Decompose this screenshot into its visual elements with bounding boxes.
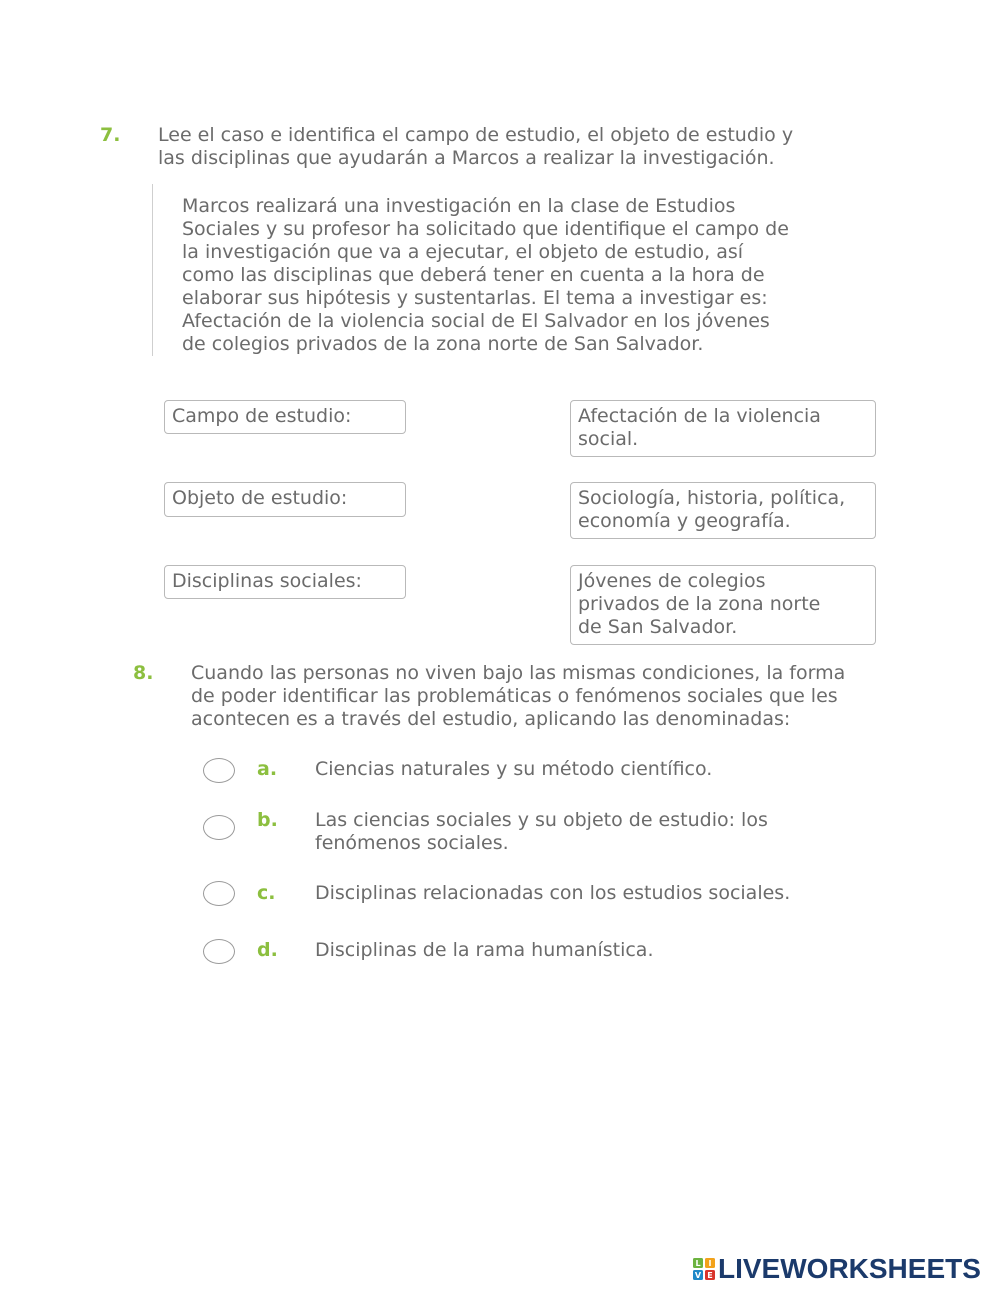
liveworksheets-logo-icon bbox=[693, 1258, 715, 1280]
logo-mark-letter: V bbox=[694, 1271, 702, 1280]
option-line: Disciplinas de la rama humanística. bbox=[315, 939, 654, 961]
prompt-line: las disciplinas que ayudarán a Marcos a realizar la investigación. bbox=[158, 147, 775, 169]
option-a-letter: a. bbox=[257, 758, 278, 780]
case-line: Sociales y su profesor ha solicitado que identifique el campo de bbox=[182, 218, 789, 240]
option-c-radio[interactable] bbox=[203, 881, 235, 906]
case-line: como las disciplinas que deberá tener en cuenta a la hora de bbox=[182, 264, 765, 286]
option-d-text[interactable] bbox=[315, 939, 653, 962]
option-b-text[interactable] bbox=[315, 809, 768, 855]
option-b-radio[interactable] bbox=[203, 815, 235, 840]
match-right-line: economía y geografía. bbox=[578, 510, 791, 532]
question-8-number: 8. bbox=[133, 662, 154, 684]
case-line: la investigación que va a ejecutar, el objeto de estudio, así bbox=[182, 241, 744, 263]
match-left-disciplinas[interactable] bbox=[164, 565, 406, 599]
prompt-line: Lee el caso e identifica el campo de estudio, el objeto de estudio y bbox=[158, 124, 794, 146]
match-left-campo[interactable] bbox=[164, 400, 406, 434]
logo-mark-letter: L bbox=[695, 1259, 701, 1268]
option-a-text[interactable] bbox=[315, 758, 712, 781]
case-quote-bar bbox=[152, 184, 153, 356]
option-d-letter: d. bbox=[257, 939, 278, 961]
match-right-line: Jóvenes de colegios bbox=[578, 570, 766, 592]
liveworksheets-logo-text: LIVEWORKSHEETS bbox=[718, 1253, 981, 1284]
match-left-label: Campo de estudio: bbox=[172, 405, 352, 427]
case-line: Afectación de la violencia social de El Salvador en los jóvenes bbox=[182, 310, 770, 332]
option-c-letter: c. bbox=[257, 882, 276, 904]
prompt-line: acontecen es a través del estudio, aplicando las denominadas: bbox=[191, 708, 791, 730]
option-a-radio[interactable] bbox=[203, 758, 235, 783]
option-line: Disciplinas relacionadas con los estudios sociales. bbox=[315, 882, 791, 904]
case-line: elaborar sus hipótesis y sustentarlas. El tema a investigar es: bbox=[182, 287, 768, 309]
option-line: Ciencias naturales y su método científico. bbox=[315, 758, 713, 780]
match-left-label: Objeto de estudio: bbox=[172, 487, 348, 509]
match-right-afectacion[interactable] bbox=[570, 400, 876, 457]
prompt-line: de poder identificar las problemáticas o fenómenos sociales que les bbox=[191, 685, 838, 707]
match-left-label: Disciplinas sociales: bbox=[172, 570, 362, 592]
option-line: fenómenos sociales. bbox=[315, 832, 509, 854]
question-7-prompt bbox=[158, 124, 793, 170]
case-line: de colegios privados de la zona norte de San Salvador. bbox=[182, 333, 704, 355]
match-right-sociologia[interactable] bbox=[570, 482, 876, 539]
match-right-line: social. bbox=[578, 428, 639, 450]
match-right-jovenes[interactable] bbox=[570, 565, 876, 645]
match-right-line: de San Salvador. bbox=[578, 616, 738, 638]
question-7-number: 7. bbox=[100, 124, 121, 146]
match-left-objeto[interactable] bbox=[164, 482, 406, 517]
liveworksheets-logo bbox=[693, 1252, 981, 1286]
option-d-radio[interactable] bbox=[203, 939, 235, 964]
match-right-line: privados de la zona norte bbox=[578, 593, 821, 615]
logo-mark-letter: E bbox=[707, 1271, 713, 1280]
prompt-line: Cuando las personas no viven bajo las mismas condiciones, la forma bbox=[191, 662, 846, 684]
option-b-letter: b. bbox=[257, 809, 278, 831]
case-line: Marcos realizará una investigación en la clase de Estudios bbox=[182, 195, 736, 217]
question-8-prompt bbox=[191, 662, 845, 731]
case-text bbox=[182, 195, 789, 356]
match-right-line: Afectación de la violencia bbox=[578, 405, 821, 427]
match-right-line: Sociología, historia, política, bbox=[578, 487, 846, 509]
option-c-text[interactable] bbox=[315, 882, 790, 905]
logo-mark-letter: I bbox=[708, 1259, 712, 1268]
option-line: Las ciencias sociales y su objeto de estudio: los bbox=[315, 809, 768, 831]
